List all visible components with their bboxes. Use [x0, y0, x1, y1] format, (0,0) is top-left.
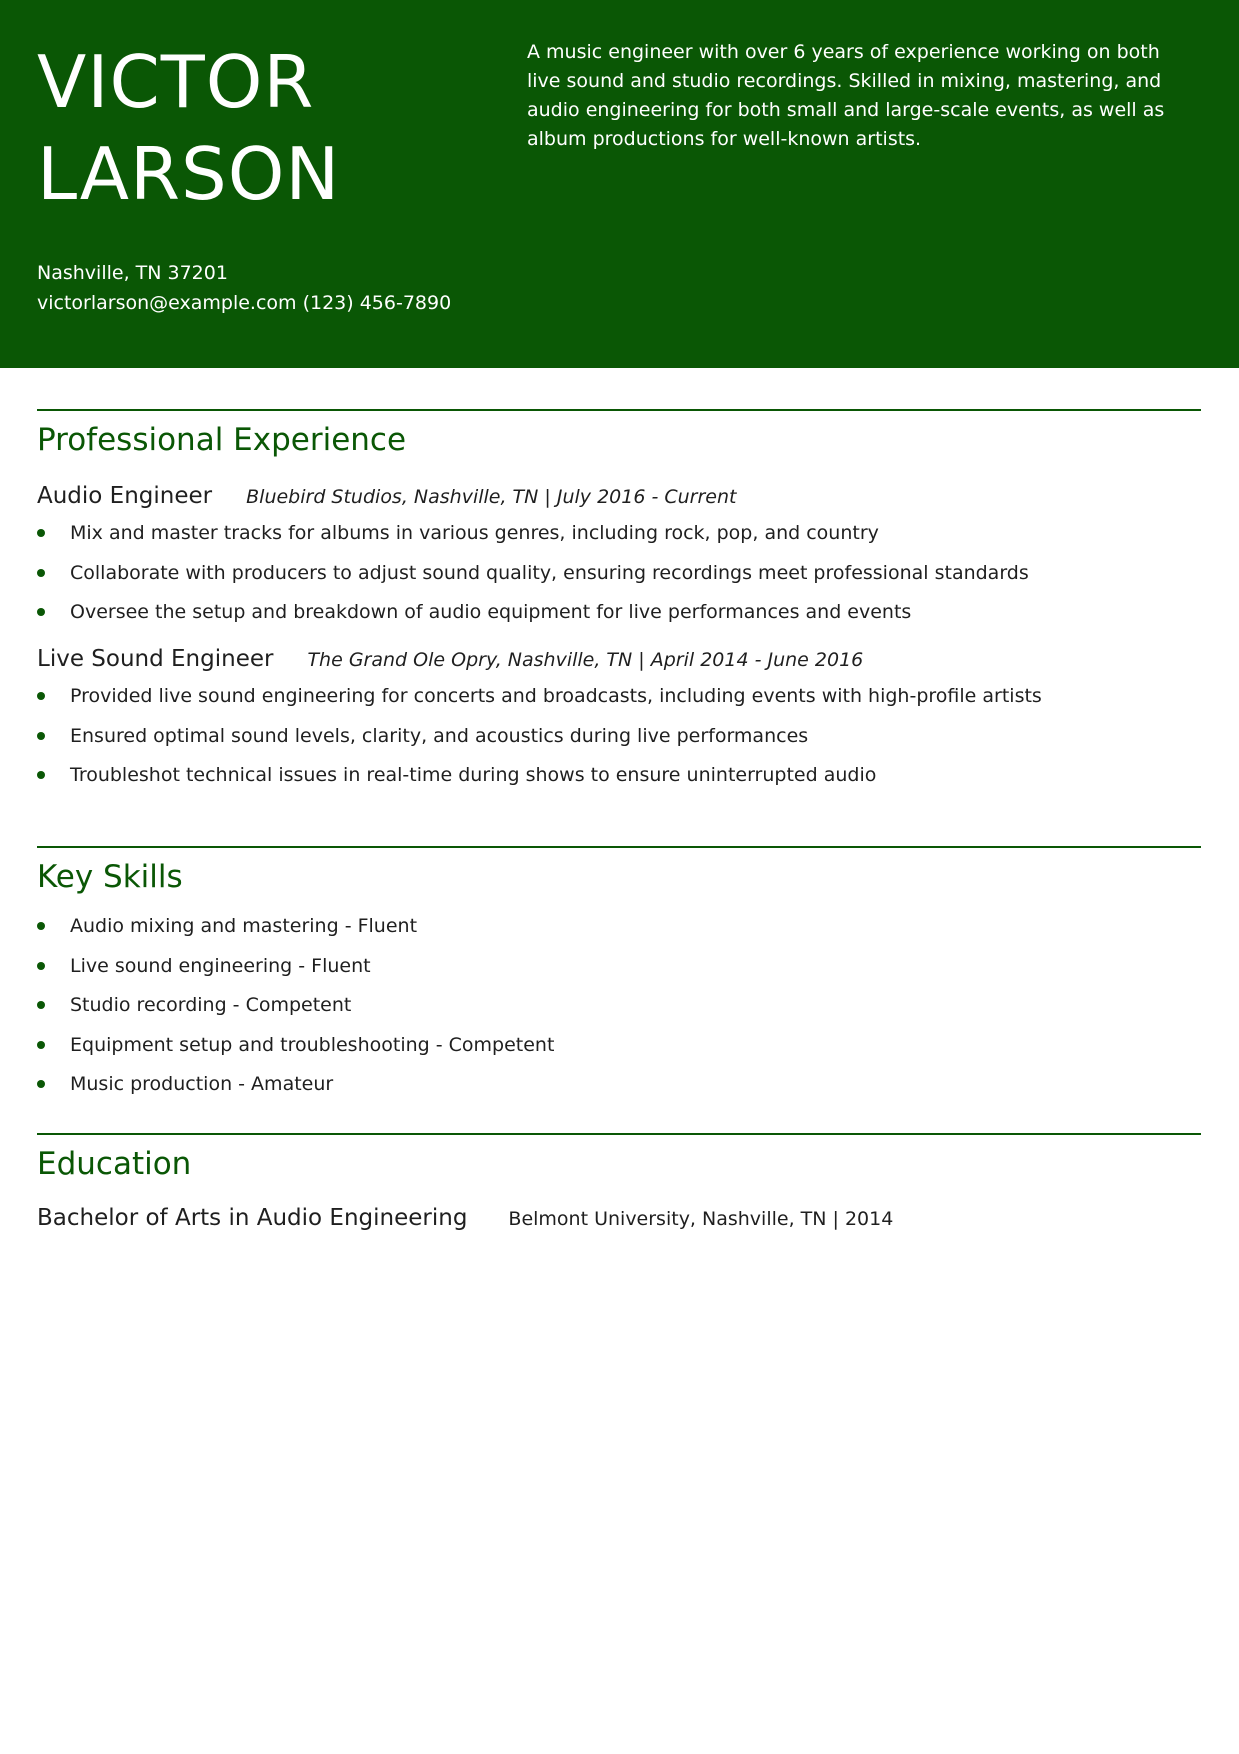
list-item: [37, 763, 1201, 787]
list-item: [37, 1033, 1201, 1057]
job-header: [37, 483, 1201, 509]
list-item: [37, 600, 1201, 624]
section-title: Key Skills: [37, 859, 183, 895]
list-item: [37, 724, 1201, 748]
education-section: [37, 1133, 1201, 1231]
bullet-text: Oversee the setup and breakdown of audio equipment for live performances and events: [70, 601, 912, 623]
bullet-dot-icon: [37, 1001, 45, 1009]
job-title: Audio Engineer: [37, 483, 213, 509]
bullet-dot-icon: [37, 529, 45, 537]
bullet-text: Ensured optimal sound levels, clarity, and acoustics during live performances: [70, 724, 809, 747]
job-entry: [37, 646, 1201, 787]
list-item: [37, 1072, 1201, 1096]
location: Nashville, TN 37201: [37, 262, 228, 284]
bullet-text: Collaborate with producers to adjust sound quality, ensuring recordings meet professional standards: [70, 561, 1029, 584]
bullet-text: Mix and master tracks for albums in various genres, including rock, pop, and country: [70, 522, 879, 544]
section-title: Education: [37, 1146, 192, 1182]
candidate-name: [37, 36, 497, 220]
skills-section: [37, 846, 1201, 1112]
section-divider: [37, 846, 1201, 848]
list-item: [37, 561, 1201, 585]
bullet-dot-icon: [37, 1041, 45, 1049]
experience-section: [37, 409, 1201, 803]
job-bullets: [37, 521, 1201, 624]
skills-list: [37, 914, 1201, 1096]
section-divider: [37, 409, 1201, 411]
section-divider: [37, 1133, 1201, 1135]
last-name: LARSON: [37, 132, 341, 216]
bullet-text: Troubleshot technical issues in real-time during shows to ensure uninterrupted audio: [70, 764, 877, 786]
list-item: [37, 684, 1201, 708]
education-entry: [37, 1205, 1201, 1231]
bullet-dot-icon: [37, 771, 45, 779]
bullet-dot-icon: [37, 962, 45, 970]
section-title: Professional Experience: [37, 422, 407, 458]
skill-text: Audio mixing and mastering - Fluent: [70, 915, 418, 937]
skill-text: Equipment setup and troubleshooting - Competent: [70, 1033, 555, 1056]
email-phone: victorlarson@example.com (123) 456-7890: [37, 292, 452, 314]
contact-info: [37, 258, 451, 318]
job-meta: The Grand Ole Opry, Nashville, TN | April 2014 - June 2016: [307, 649, 864, 671]
job-title: Live Sound Engineer: [37, 646, 274, 672]
list-item: [37, 521, 1201, 545]
resume-header: [0, 0, 1239, 368]
list-item: [37, 954, 1201, 978]
list-item: [37, 993, 1201, 1017]
degree: Bachelor of Arts in Audio Engineering: [37, 1205, 468, 1231]
skill-text: Studio recording - Competent: [70, 994, 352, 1016]
job-header: [37, 646, 1201, 672]
job-entry: [37, 483, 1201, 624]
bullet-dot-icon: [37, 1080, 45, 1088]
skill-text: Music production - Amateur: [70, 1073, 334, 1095]
profile-summary: A music engineer with over 6 years of experience working on both live sound and studio recordings. Skilled in mixing, mastering, and audio engineering for both small and large-scale events, as well as album productions for well-known artists.: [527, 41, 1165, 150]
school-meta: Belmont University, Nashville, TN | 2014: [508, 1208, 894, 1230]
bullet-dot-icon: [37, 922, 45, 930]
bullet-text: Provided live sound engineering for concerts and broadcasts, including events with high-profile artists: [70, 685, 1042, 707]
bullet-dot-icon: [37, 608, 45, 616]
skill-text: Live sound engineering - Fluent: [70, 954, 371, 977]
bullet-dot-icon: [37, 569, 45, 577]
bullet-dot-icon: [37, 732, 45, 740]
bullet-dot-icon: [37, 692, 45, 700]
job-bullets: [37, 684, 1201, 787]
job-meta: Bluebird Studios, Nashville, TN | July 2016 - Current: [246, 486, 737, 508]
list-item: [37, 914, 1201, 938]
first-name: VICTOR: [37, 40, 315, 124]
